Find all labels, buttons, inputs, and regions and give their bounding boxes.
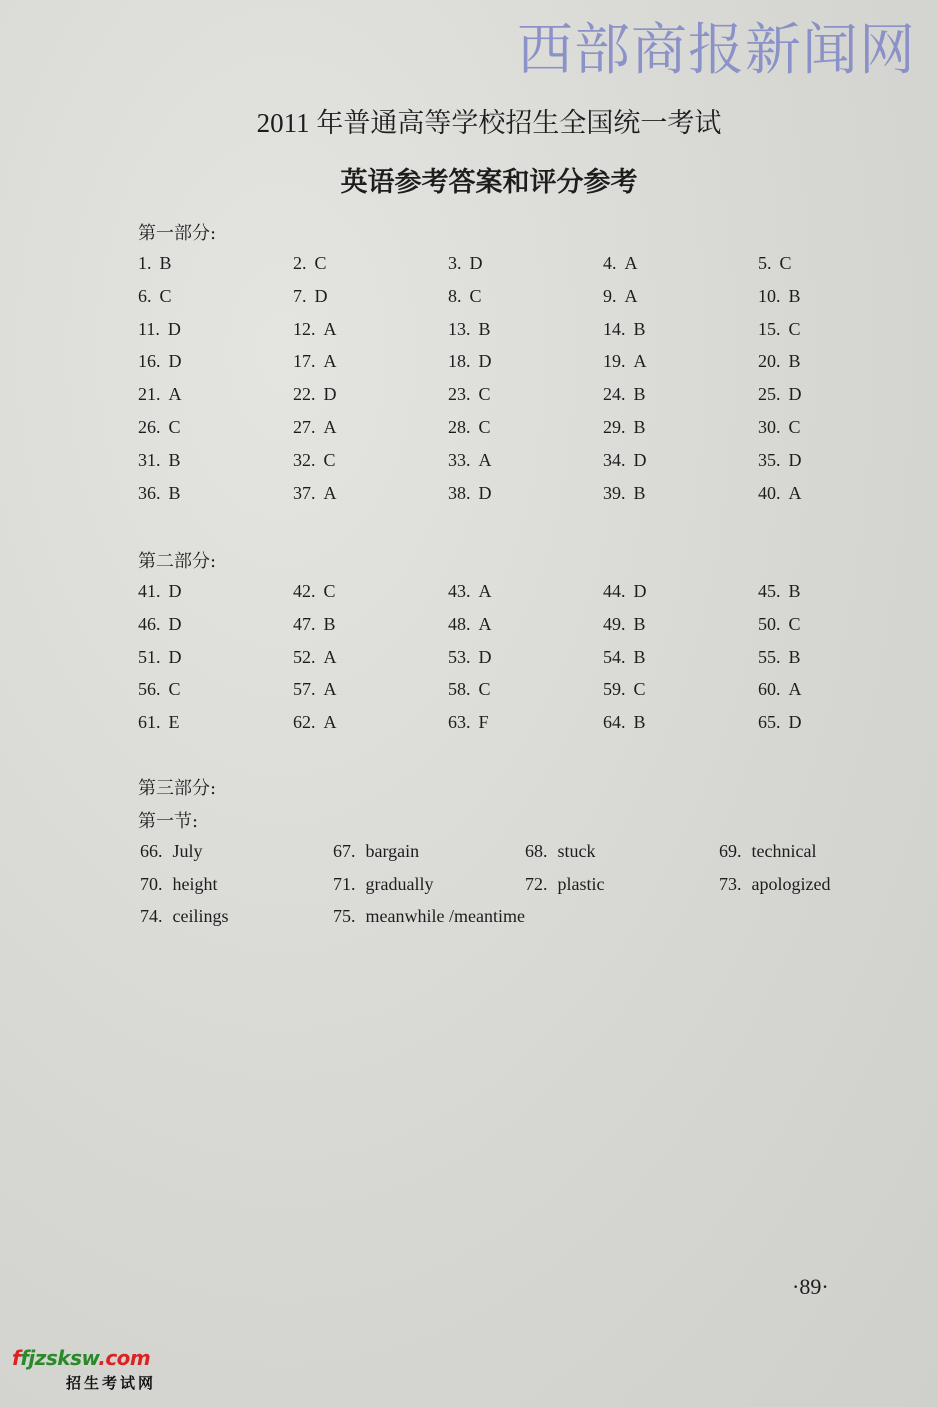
answer-value: A bbox=[323, 712, 337, 733]
answer-item bbox=[140, 906, 229, 927]
answer-item bbox=[758, 417, 801, 438]
answer-item bbox=[603, 712, 646, 733]
question-number: 6. bbox=[138, 285, 152, 306]
answer-value: B bbox=[633, 318, 646, 339]
answer-item bbox=[293, 614, 336, 635]
answer-value: B bbox=[788, 351, 801, 372]
answer-item bbox=[138, 679, 181, 700]
question-number: 55. bbox=[758, 646, 781, 667]
answer-value: C bbox=[788, 613, 801, 634]
question-number: 36. bbox=[138, 482, 161, 503]
part3-label: 第三部分: bbox=[138, 778, 217, 799]
answer-value: C bbox=[788, 318, 801, 339]
answer-value: B bbox=[788, 285, 801, 306]
question-number: 61. bbox=[138, 712, 161, 733]
answer-value: D bbox=[633, 449, 647, 470]
question-number: 64. bbox=[603, 712, 626, 733]
answer-value: D bbox=[469, 253, 483, 273]
answer-item bbox=[758, 286, 801, 307]
question-number: 68. bbox=[525, 841, 548, 861]
answer-value: D bbox=[478, 646, 492, 667]
answer-item bbox=[138, 647, 182, 668]
answer-value: C bbox=[469, 285, 482, 306]
answer-item bbox=[719, 841, 816, 862]
answer-item bbox=[293, 450, 336, 471]
question-number: 9. bbox=[603, 285, 617, 306]
answer-value: B bbox=[323, 613, 336, 634]
question-number: 38. bbox=[448, 482, 471, 503]
answer-value: technical bbox=[751, 841, 817, 861]
question-number: 46. bbox=[138, 613, 161, 634]
question-number: 14. bbox=[603, 318, 626, 339]
answer-item bbox=[293, 319, 337, 340]
answer-item bbox=[138, 384, 182, 405]
answer-value: D bbox=[314, 285, 328, 306]
answer-value: A bbox=[788, 679, 802, 700]
question-number: 21. bbox=[138, 384, 161, 405]
question-number: 8. bbox=[448, 285, 462, 306]
answer-value: July bbox=[172, 841, 203, 861]
answer-value: C bbox=[323, 449, 336, 470]
question-number: 29. bbox=[603, 416, 626, 437]
answer-item bbox=[293, 647, 337, 668]
answer-value: B bbox=[633, 482, 646, 503]
answer-item bbox=[140, 841, 203, 862]
answer-item bbox=[448, 351, 492, 372]
answer-value: C bbox=[159, 285, 172, 306]
answer-value: A bbox=[323, 416, 337, 437]
question-number: 56. bbox=[138, 679, 161, 700]
answer-value: A bbox=[788, 482, 802, 503]
answer-value: D bbox=[323, 384, 337, 405]
question-number: 69. bbox=[719, 841, 742, 861]
site-logo: ffjzsksw.com 招生考试网 bbox=[12, 1346, 157, 1392]
question-number: 51. bbox=[138, 646, 161, 667]
answer-item bbox=[293, 253, 327, 274]
answer-item bbox=[603, 417, 646, 438]
question-number: 32. bbox=[293, 449, 316, 470]
answer-value: apologized bbox=[751, 873, 831, 894]
answer-item bbox=[603, 483, 646, 504]
answer-item bbox=[603, 253, 638, 274]
answer-value: C bbox=[478, 384, 491, 405]
answer-value: A bbox=[323, 318, 337, 339]
question-number: 35. bbox=[758, 449, 781, 470]
answer-item bbox=[138, 450, 181, 471]
question-number: 50. bbox=[758, 613, 781, 634]
answer-value: B bbox=[633, 613, 646, 634]
answer-value: D bbox=[168, 351, 182, 372]
answer-item bbox=[138, 614, 182, 635]
question-number: 48. bbox=[448, 613, 471, 634]
answer-item bbox=[758, 483, 802, 504]
page-number: ·89· bbox=[792, 1274, 829, 1299]
question-number: 33. bbox=[448, 449, 471, 470]
answer-value: A bbox=[633, 351, 647, 372]
answer-value: B bbox=[633, 416, 646, 437]
answer-value: B bbox=[168, 482, 181, 503]
question-number: 45. bbox=[758, 581, 781, 601]
question-number: 10. bbox=[758, 285, 781, 306]
answer-item bbox=[448, 483, 492, 504]
answer-value: C bbox=[478, 416, 491, 437]
question-number: 58. bbox=[448, 679, 471, 700]
answer-item bbox=[448, 450, 492, 471]
answer-value: D bbox=[788, 384, 802, 405]
answer-value: stuck bbox=[557, 841, 596, 861]
question-number: 30. bbox=[758, 416, 781, 437]
answer-value: A bbox=[624, 253, 638, 273]
question-number: 41. bbox=[138, 581, 161, 601]
answer-item bbox=[603, 679, 646, 700]
answer-item bbox=[293, 483, 337, 504]
question-number: 28. bbox=[448, 416, 471, 437]
answer-item bbox=[293, 417, 337, 438]
question-number: 54. bbox=[603, 646, 626, 667]
question-number: 20. bbox=[758, 351, 781, 372]
answer-item bbox=[140, 874, 218, 895]
answer-value: B bbox=[788, 646, 801, 667]
question-number: 16. bbox=[138, 351, 161, 372]
answer-value: C bbox=[633, 679, 646, 700]
answer-value: E bbox=[168, 712, 180, 733]
question-number: 23. bbox=[448, 384, 471, 405]
answer-item bbox=[719, 874, 830, 895]
answer-value: D bbox=[633, 581, 647, 601]
question-number: 47. bbox=[293, 613, 316, 634]
answer-value: D bbox=[478, 351, 492, 372]
part3-section1-label: 第一节: bbox=[138, 811, 199, 832]
question-number: 70. bbox=[140, 873, 163, 894]
answer-item bbox=[333, 906, 525, 927]
answer-value: D bbox=[788, 712, 802, 733]
answer-value: A bbox=[478, 449, 492, 470]
question-number: 22. bbox=[293, 384, 316, 405]
logo-domain: .com bbox=[98, 1346, 151, 1370]
question-number: 67. bbox=[333, 841, 356, 861]
question-number: 62. bbox=[293, 712, 316, 733]
question-number: 75. bbox=[333, 906, 356, 926]
answer-value: ceilings bbox=[172, 906, 229, 926]
answer-item bbox=[758, 712, 802, 733]
answer-item bbox=[293, 581, 336, 602]
answer-item bbox=[758, 253, 792, 274]
question-number: 4. bbox=[603, 253, 617, 273]
answer-item bbox=[603, 614, 646, 635]
answer-item bbox=[448, 647, 492, 668]
answer-item bbox=[603, 384, 646, 405]
logo-text: fjzsksw bbox=[20, 1346, 99, 1370]
answer-item bbox=[293, 286, 328, 307]
answer-item bbox=[758, 319, 801, 340]
answer-item bbox=[138, 286, 172, 307]
question-number: 15. bbox=[758, 318, 781, 339]
answer-item bbox=[448, 319, 491, 340]
answer-value: C bbox=[168, 416, 181, 437]
question-number: 66. bbox=[140, 841, 163, 861]
answer-value: C bbox=[323, 581, 336, 601]
answer-value: gradually bbox=[365, 873, 434, 894]
answer-item bbox=[138, 712, 180, 733]
answer-item bbox=[293, 712, 337, 733]
question-number: 25. bbox=[758, 384, 781, 405]
answer-value: B bbox=[633, 712, 646, 733]
question-number: 74. bbox=[140, 906, 163, 926]
question-number: 63. bbox=[448, 712, 471, 733]
answer-item bbox=[758, 647, 801, 668]
answer-value: D bbox=[168, 613, 182, 634]
answer-value: B bbox=[478, 318, 491, 339]
answer-item bbox=[525, 874, 605, 895]
answer-item bbox=[448, 581, 492, 602]
page-subtitle: 英语参考答案和评分参考 bbox=[340, 167, 638, 198]
question-number: 24. bbox=[603, 384, 626, 405]
answer-item bbox=[525, 841, 596, 862]
answer-item bbox=[138, 253, 172, 274]
question-number: 49. bbox=[603, 613, 626, 634]
question-number: 72. bbox=[525, 873, 548, 894]
question-number: 71. bbox=[333, 873, 356, 894]
question-number: 11. bbox=[138, 318, 160, 339]
answer-item bbox=[448, 253, 483, 274]
answer-value: A bbox=[624, 285, 638, 306]
site-watermark: 西部商报新闻网 bbox=[517, 18, 916, 83]
question-number: 19. bbox=[603, 351, 626, 372]
question-number: 2. bbox=[293, 253, 307, 273]
answer-value: D bbox=[478, 482, 492, 503]
question-number: 52. bbox=[293, 646, 316, 667]
question-number: 31. bbox=[138, 449, 161, 470]
answer-item bbox=[448, 712, 489, 733]
answer-value: bargain bbox=[365, 841, 420, 861]
answer-value: B bbox=[788, 581, 801, 601]
page-title: 2011 年普通高等学校招生全国统一考试 bbox=[256, 108, 722, 138]
answer-item bbox=[138, 483, 181, 504]
answer-item bbox=[603, 319, 646, 340]
answer-item bbox=[603, 351, 647, 372]
question-number: 26. bbox=[138, 416, 161, 437]
question-number: 65. bbox=[758, 712, 781, 733]
answer-item bbox=[603, 581, 647, 602]
answer-value: meanwhile /meantime bbox=[365, 906, 525, 926]
answer-value: A bbox=[323, 351, 337, 372]
answer-item bbox=[758, 384, 802, 405]
answer-item bbox=[333, 841, 419, 862]
answer-value: D bbox=[168, 646, 182, 667]
answer-value: C bbox=[168, 679, 181, 700]
question-number: 1. bbox=[138, 253, 152, 273]
answer-item bbox=[448, 614, 492, 635]
answer-item bbox=[448, 286, 482, 307]
question-number: 7. bbox=[293, 285, 307, 306]
question-number: 57. bbox=[293, 679, 316, 700]
answer-value: A bbox=[168, 384, 182, 405]
logo-subtitle: 招生考试网 bbox=[66, 1374, 157, 1392]
answer-value: B bbox=[168, 449, 181, 470]
answer-value: A bbox=[478, 581, 492, 601]
answer-value: F bbox=[478, 712, 489, 733]
answer-item bbox=[138, 319, 181, 340]
question-number: 12. bbox=[293, 318, 316, 339]
question-number: 43. bbox=[448, 581, 471, 601]
part2-label: 第二部分: bbox=[138, 551, 217, 572]
question-number: 53. bbox=[448, 646, 471, 667]
answer-item bbox=[758, 351, 801, 372]
question-number: 40. bbox=[758, 482, 781, 503]
question-number: 17. bbox=[293, 351, 316, 372]
answer-value: C bbox=[478, 679, 491, 700]
answer-value: D bbox=[168, 581, 182, 601]
question-number: 18. bbox=[448, 351, 471, 372]
answer-value: D bbox=[788, 449, 802, 470]
answer-item bbox=[603, 647, 646, 668]
answer-item bbox=[448, 679, 491, 700]
answer-value: C bbox=[314, 253, 327, 273]
answer-value: C bbox=[788, 416, 801, 437]
answer-item bbox=[758, 614, 801, 635]
question-number: 59. bbox=[603, 679, 626, 700]
question-number: 60. bbox=[758, 679, 781, 700]
question-number: 27. bbox=[293, 416, 316, 437]
question-number: 13. bbox=[448, 318, 471, 339]
answer-value: B bbox=[633, 384, 646, 405]
part1-label: 第一部分: bbox=[138, 223, 217, 244]
answer-item bbox=[138, 417, 181, 438]
answer-value: D bbox=[167, 318, 181, 339]
answer-value: height bbox=[172, 873, 218, 894]
answer-item bbox=[448, 384, 491, 405]
answer-item bbox=[293, 679, 337, 700]
answer-value: A bbox=[323, 482, 337, 503]
question-number: 42. bbox=[293, 581, 316, 601]
answer-item bbox=[293, 351, 337, 372]
answer-item bbox=[758, 581, 801, 602]
answer-value: B bbox=[633, 646, 646, 667]
answer-item bbox=[448, 417, 491, 438]
answer-value: A bbox=[323, 679, 337, 700]
answer-item bbox=[293, 384, 337, 405]
answer-item bbox=[603, 450, 647, 471]
answer-item bbox=[758, 679, 802, 700]
question-number: 73. bbox=[719, 873, 742, 894]
answer-value: C bbox=[779, 253, 792, 273]
answer-value: plastic bbox=[557, 873, 605, 894]
answer-item bbox=[333, 874, 433, 895]
answer-value: A bbox=[323, 646, 337, 667]
question-number: 34. bbox=[603, 449, 626, 470]
answer-item bbox=[138, 351, 182, 372]
answer-value: A bbox=[478, 613, 492, 634]
question-number: 39. bbox=[603, 482, 626, 503]
answer-item bbox=[138, 581, 182, 602]
question-number: 37. bbox=[293, 482, 316, 503]
question-number: 3. bbox=[448, 253, 462, 273]
answer-item bbox=[758, 450, 802, 471]
answer-item bbox=[603, 286, 638, 307]
answer-value: B bbox=[159, 253, 172, 273]
question-number: 44. bbox=[603, 581, 626, 601]
question-number: 5. bbox=[758, 253, 772, 273]
